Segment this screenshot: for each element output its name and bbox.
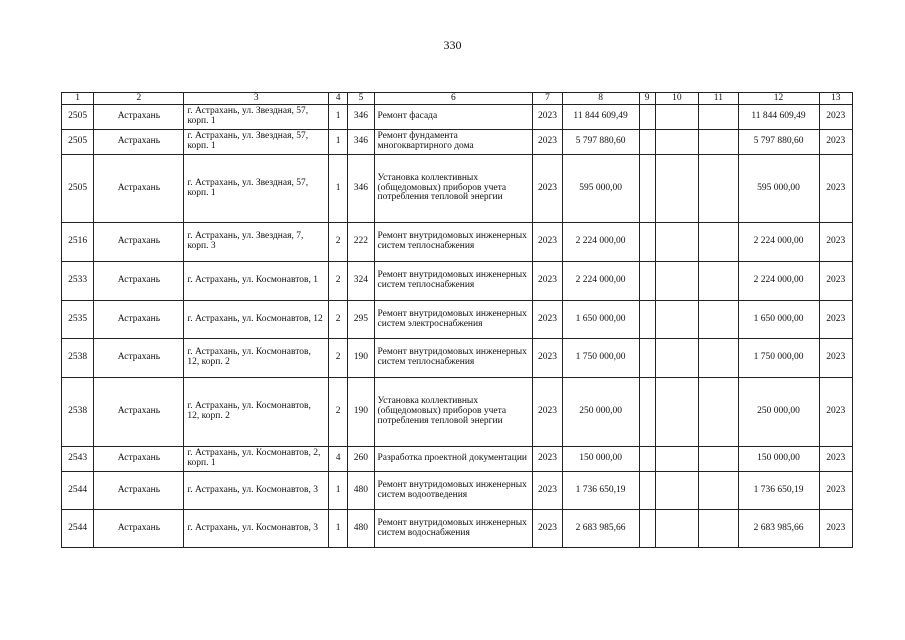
cell-col4: 2: [329, 223, 348, 262]
cell-total: 2 224 000,00: [738, 262, 819, 301]
cell-col11: [699, 262, 738, 301]
column-header: 13: [819, 93, 853, 105]
cell-id: 2505: [62, 155, 94, 223]
cell-municipality: Астрахань: [94, 472, 184, 510]
cell-year: 2023: [533, 301, 562, 339]
cell-total: 595 000,00: [738, 155, 819, 223]
cell-work-type: Ремонт внутридомовых инженерных систем электроснабжения: [374, 301, 533, 339]
cell-cost: 595 000,00: [562, 155, 639, 223]
cell-col5: 346: [348, 105, 374, 130]
cell-address: г. Астрахань, ул. Космонавтов, 12: [184, 301, 329, 339]
cell-year: 2023: [533, 510, 562, 548]
cell-col4: 1: [329, 130, 348, 155]
column-header: 10: [655, 93, 698, 105]
table-row: [62, 130, 853, 155]
column-header: 5: [348, 93, 374, 105]
cell-cost: 2 224 000,00: [562, 223, 639, 262]
cell-year-end: 2023: [819, 223, 853, 262]
cell-year-end: 2023: [819, 378, 853, 447]
cell-work-type: Установка коллективных (общедомовых) приборов учета потребления тепловой энергии: [374, 378, 533, 447]
cell-year-end: 2023: [819, 472, 853, 510]
cell-address: г. Астрахань, ул. Космонавтов, 2, корп. 1: [184, 447, 329, 472]
column-header: 2: [94, 93, 184, 105]
cell-municipality: Астрахань: [94, 447, 184, 472]
cell-col10: [655, 105, 698, 130]
cell-id: 2516: [62, 223, 94, 262]
table-row: [62, 301, 853, 339]
cell-id: 2538: [62, 339, 94, 378]
cell-cost: 1 750 000,00: [562, 339, 639, 378]
cell-id: 2535: [62, 301, 94, 339]
cell-id: 2533: [62, 262, 94, 301]
repair-program-table: [61, 92, 853, 548]
cell-work-type: Ремонт фасада: [374, 105, 533, 130]
cell-address: г. Астрахань, ул. Звездная, 7, корп. 3: [184, 223, 329, 262]
table-row: [62, 510, 853, 548]
cell-address: г. Астрахань, ул. Звездная, 57, корп. 1: [184, 105, 329, 130]
cell-cost: 150 000,00: [562, 447, 639, 472]
cell-id: 2505: [62, 105, 94, 130]
cell-municipality: Астрахань: [94, 155, 184, 223]
cell-col5: 222: [348, 223, 374, 262]
cell-cost: 1 736 650,19: [562, 472, 639, 510]
cell-year-end: 2023: [819, 339, 853, 378]
cell-work-type: Установка коллективных (общедомовых) приборов учета потребления тепловой энергии: [374, 155, 533, 223]
cell-col4: 1: [329, 155, 348, 223]
cell-col5: 260: [348, 447, 374, 472]
cell-col10: [655, 130, 698, 155]
cell-col9: [639, 262, 655, 301]
cell-total: 2 683 985,66: [738, 510, 819, 548]
page-number: 330: [443, 38, 462, 52]
cell-cost: 2 224 000,00: [562, 262, 639, 301]
table-row: [62, 155, 853, 223]
cell-municipality: Астрахань: [94, 510, 184, 548]
cell-col9: [639, 105, 655, 130]
cell-municipality: Астрахань: [94, 378, 184, 447]
table-row: [62, 262, 853, 301]
cell-municipality: Астрахань: [94, 105, 184, 130]
cell-address: г. Астрахань, ул. Космонавтов, 12, корп. 2: [184, 339, 329, 378]
cell-municipality: Астрахань: [94, 262, 184, 301]
cell-municipality: Астрахань: [94, 339, 184, 378]
cell-year-end: 2023: [819, 510, 853, 548]
cell-id: 2505: [62, 130, 94, 155]
cell-total: 150 000,00: [738, 447, 819, 472]
column-header: 4: [329, 93, 348, 105]
cell-col5: 346: [348, 130, 374, 155]
cell-year-end: 2023: [819, 301, 853, 339]
cell-col11: [699, 339, 738, 378]
column-header: 7: [533, 93, 562, 105]
cell-address: г. Астрахань, ул. Звездная, 57, корп. 1: [184, 130, 329, 155]
cell-col9: [639, 301, 655, 339]
table-row: [62, 447, 853, 472]
table-row: [62, 472, 853, 510]
cell-cost: 5 797 880,60: [562, 130, 639, 155]
cell-col11: [699, 105, 738, 130]
cell-col4: 2: [329, 262, 348, 301]
column-header: 1: [62, 93, 94, 105]
cell-year-end: 2023: [819, 447, 853, 472]
column-header: 8: [562, 93, 639, 105]
cell-id: 2544: [62, 472, 94, 510]
cell-col10: [655, 447, 698, 472]
cell-id: 2543: [62, 447, 94, 472]
cell-year: 2023: [533, 262, 562, 301]
cell-col10: [655, 378, 698, 447]
column-header: 6: [374, 93, 533, 105]
cell-cost: 11 844 609,49: [562, 105, 639, 130]
cell-col5: 480: [348, 510, 374, 548]
cell-work-type: Ремонт фундамента многоквартирного дома: [374, 130, 533, 155]
cell-year: 2023: [533, 105, 562, 130]
cell-work-type: Ремонт внутридомовых инженерных систем водоотведения: [374, 472, 533, 510]
cell-col5: 324: [348, 262, 374, 301]
cell-col11: [699, 155, 738, 223]
cell-col4: 2: [329, 339, 348, 378]
cell-col11: [699, 130, 738, 155]
cell-total: 11 844 609,49: [738, 105, 819, 130]
column-header: 3: [184, 93, 329, 105]
cell-year: 2023: [533, 472, 562, 510]
cell-total: 5 797 880,60: [738, 130, 819, 155]
cell-year-end: 2023: [819, 105, 853, 130]
cell-col9: [639, 510, 655, 548]
cell-col4: 4: [329, 447, 348, 472]
cell-work-type: Ремонт внутридомовых инженерных систем теплоснабжения: [374, 223, 533, 262]
cell-col4: 1: [329, 510, 348, 548]
column-header: 12: [738, 93, 819, 105]
cell-total: 250 000,00: [738, 378, 819, 447]
cell-cost: 1 650 000,00: [562, 301, 639, 339]
cell-col9: [639, 472, 655, 510]
cell-cost: 250 000,00: [562, 378, 639, 447]
cell-id: 2544: [62, 510, 94, 548]
cell-address: г. Астрахань, ул. Космонавтов, 1: [184, 262, 329, 301]
cell-total: 2 224 000,00: [738, 223, 819, 262]
cell-address: г. Астрахань, ул. Звездная, 57, корп. 1: [184, 155, 329, 223]
cell-col9: [639, 155, 655, 223]
cell-col10: [655, 339, 698, 378]
cell-cost: 2 683 985,66: [562, 510, 639, 548]
column-header: 9: [639, 93, 655, 105]
cell-col11: [699, 472, 738, 510]
cell-col10: [655, 155, 698, 223]
table-row: [62, 105, 853, 130]
cell-col10: [655, 510, 698, 548]
column-header: 11: [699, 93, 738, 105]
cell-work-type: Ремонт внутридомовых инженерных систем теплоснабжения: [374, 339, 533, 378]
cell-col5: 346: [348, 155, 374, 223]
cell-municipality: Астрахань: [94, 130, 184, 155]
cell-address: г. Астрахань, ул. Космонавтов, 12, корп. 2: [184, 378, 329, 447]
cell-col9: [639, 378, 655, 447]
cell-id: 2538: [62, 378, 94, 447]
cell-col11: [699, 510, 738, 548]
cell-year: 2023: [533, 378, 562, 447]
cell-municipality: Астрахань: [94, 301, 184, 339]
cell-year: 2023: [533, 339, 562, 378]
cell-year-end: 2023: [819, 262, 853, 301]
cell-col9: [639, 130, 655, 155]
cell-col9: [639, 223, 655, 262]
table-row: [62, 223, 853, 262]
cell-work-type: Ремонт внутридомовых инженерных систем водоснабжения: [374, 510, 533, 548]
cell-year-end: 2023: [819, 130, 853, 155]
table-row: [62, 378, 853, 447]
cell-col10: [655, 301, 698, 339]
cell-work-type: Ремонт внутридомовых инженерных систем теплоснабжения: [374, 262, 533, 301]
cell-col11: [699, 378, 738, 447]
cell-address: г. Астрахань, ул. Космонавтов, 3: [184, 510, 329, 548]
cell-col9: [639, 339, 655, 378]
cell-col5: 190: [348, 339, 374, 378]
cell-total: 1 750 000,00: [738, 339, 819, 378]
cell-col4: 2: [329, 378, 348, 447]
cell-col5: 295: [348, 301, 374, 339]
cell-col4: 1: [329, 472, 348, 510]
cell-year-end: 2023: [819, 155, 853, 223]
cell-col11: [699, 301, 738, 339]
cell-year: 2023: [533, 447, 562, 472]
cell-year: 2023: [533, 155, 562, 223]
cell-col4: 2: [329, 301, 348, 339]
cell-col10: [655, 472, 698, 510]
cell-year: 2023: [533, 130, 562, 155]
cell-year: 2023: [533, 223, 562, 262]
cell-col9: [639, 447, 655, 472]
cell-municipality: Астрахань: [94, 223, 184, 262]
cell-col4: 1: [329, 105, 348, 130]
cell-address: г. Астрахань, ул. Космонавтов, 3: [184, 472, 329, 510]
cell-col5: 190: [348, 378, 374, 447]
table-row: [62, 339, 853, 378]
cell-total: 1 650 000,00: [738, 301, 819, 339]
cell-col11: [699, 223, 738, 262]
cell-col11: [699, 447, 738, 472]
cell-col5: 480: [348, 472, 374, 510]
column-number-row: [62, 93, 853, 105]
cell-total: 1 736 650,19: [738, 472, 819, 510]
cell-work-type: Разработка проектной документации: [374, 447, 533, 472]
cell-col10: [655, 262, 698, 301]
cell-col10: [655, 223, 698, 262]
